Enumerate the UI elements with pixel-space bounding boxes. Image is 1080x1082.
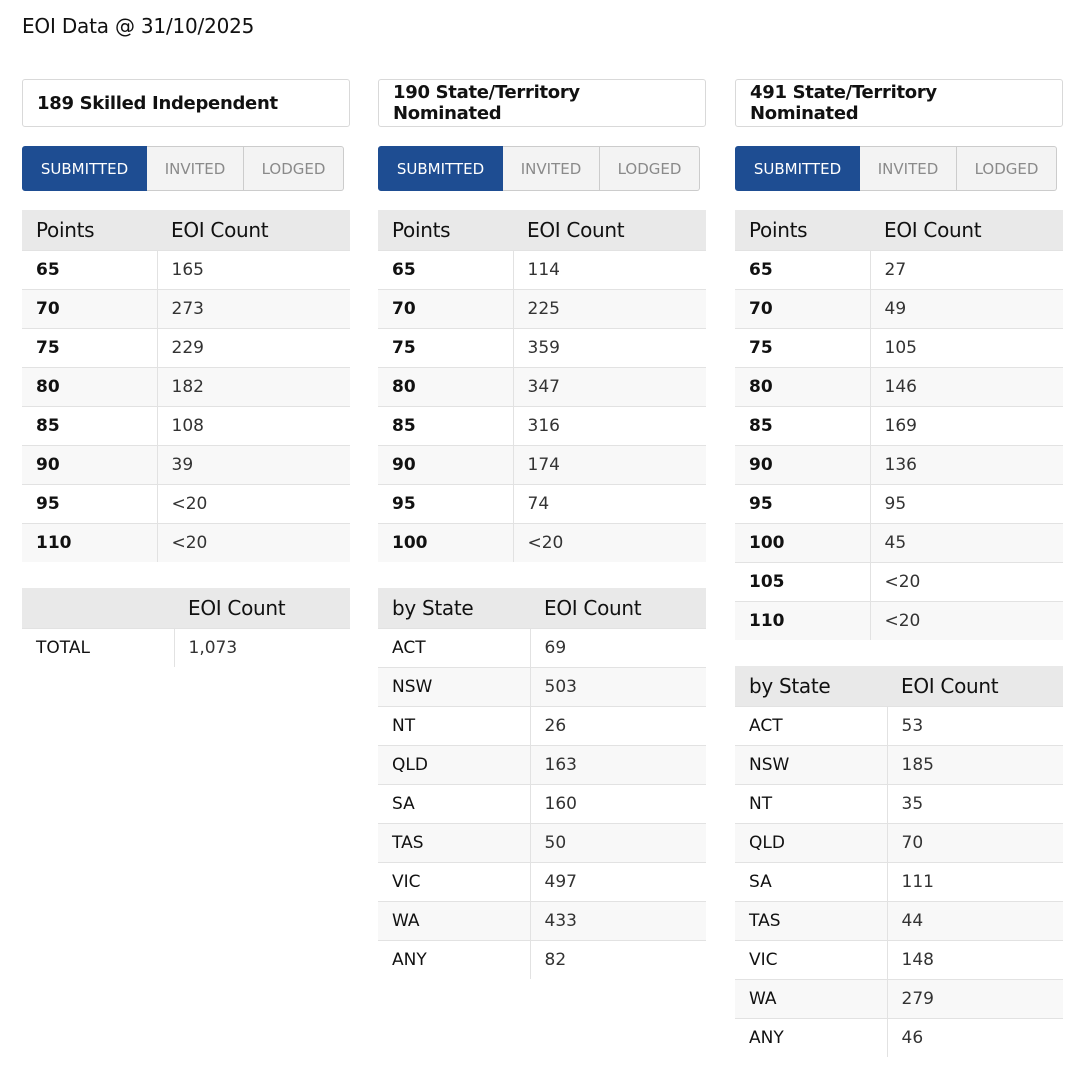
row-label: 65	[22, 250, 157, 289]
eoi-count-cell: 347	[513, 367, 706, 406]
eoi-count-cell: <20	[157, 484, 350, 523]
eoi-count-cell: <20	[513, 523, 706, 562]
eoi-count-cell: 35	[887, 784, 1063, 823]
table-row	[735, 445, 1063, 484]
table-row	[378, 706, 706, 745]
eoi-count-cell: 1,073	[174, 628, 350, 667]
column-header: by State	[378, 588, 530, 628]
eoi-count-cell: 225	[513, 289, 706, 328]
table-row	[735, 250, 1063, 289]
row-label: TOTAL	[22, 628, 174, 667]
row-label: NSW	[378, 667, 530, 706]
eoi-count-cell: 108	[157, 406, 350, 445]
row-label: 70	[735, 289, 870, 328]
visa-column	[378, 79, 706, 979]
visa-subclass-selector[interactable]: 491 State/Territory Nominated	[735, 79, 1063, 127]
table-row	[378, 667, 706, 706]
eoi-count-cell: 146	[870, 367, 1063, 406]
row-label: ACT	[735, 706, 887, 745]
table-row	[735, 901, 1063, 940]
row-label: TAS	[735, 901, 887, 940]
eoi-count-cell: 182	[157, 367, 350, 406]
row-label: SA	[378, 784, 530, 823]
row-label: QLD	[735, 823, 887, 862]
eoi-count-cell: 163	[530, 745, 706, 784]
table-row	[378, 823, 706, 862]
row-label: 85	[378, 406, 513, 445]
table-row	[378, 289, 706, 328]
row-label: 65	[378, 250, 513, 289]
points-table	[22, 210, 350, 562]
table-row	[735, 1018, 1063, 1057]
row-label: 70	[378, 289, 513, 328]
eoi-count-cell: 45	[870, 523, 1063, 562]
column-header: EOI Count	[870, 210, 1063, 250]
table-row	[378, 406, 706, 445]
table-row	[378, 862, 706, 901]
table-row	[22, 289, 350, 328]
row-label: 90	[735, 445, 870, 484]
eoi-count-cell: 49	[870, 289, 1063, 328]
table-row	[378, 367, 706, 406]
table-row	[378, 628, 706, 667]
table-row	[735, 862, 1063, 901]
table-row	[22, 484, 350, 523]
eoi-count-cell: 165	[157, 250, 350, 289]
eoi-count-cell: 279	[887, 979, 1063, 1018]
row-label: 85	[735, 406, 870, 445]
row-label: WA	[735, 979, 887, 1018]
row-label: 95	[22, 484, 157, 523]
visa-subclass-selector[interactable]: 189 Skilled Independent	[22, 79, 350, 127]
eoi-count-cell: 229	[157, 328, 350, 367]
table-row	[22, 367, 350, 406]
table-row	[735, 367, 1063, 406]
table-row	[735, 328, 1063, 367]
table-row	[378, 901, 706, 940]
table-row	[735, 562, 1063, 601]
row-label: QLD	[378, 745, 530, 784]
column-header: EOI Count	[887, 666, 1063, 706]
visa-column	[22, 79, 350, 667]
row-label: 105	[735, 562, 870, 601]
row-label: SA	[735, 862, 887, 901]
row-label: TAS	[378, 823, 530, 862]
eoi-count-cell: <20	[870, 601, 1063, 640]
eoi-count-cell: 503	[530, 667, 706, 706]
row-label: 75	[22, 328, 157, 367]
eoi-count-cell: 359	[513, 328, 706, 367]
table-row	[735, 601, 1063, 640]
row-label: 90	[378, 445, 513, 484]
eoi-count-cell: 185	[887, 745, 1063, 784]
tab-submitted[interactable]: SUBMITTED	[378, 146, 503, 191]
total-table	[22, 588, 350, 667]
row-label: ACT	[378, 628, 530, 667]
eoi-count-cell: 69	[530, 628, 706, 667]
row-label: 80	[735, 367, 870, 406]
eoi-count-cell: 39	[157, 445, 350, 484]
table-row	[735, 289, 1063, 328]
table-row	[735, 940, 1063, 979]
tab-submitted[interactable]: SUBMITTED	[22, 146, 147, 191]
eoi-count-cell: 82	[530, 940, 706, 979]
by-state-table	[735, 666, 1063, 1057]
table-row	[378, 328, 706, 367]
table-row	[378, 484, 706, 523]
tab-lodged[interactable]: LODGED	[600, 146, 700, 191]
row-label: 75	[735, 328, 870, 367]
row-label: 100	[735, 523, 870, 562]
row-label: ANY	[378, 940, 530, 979]
eoi-count-cell: 50	[530, 823, 706, 862]
status-tab-group	[735, 146, 1057, 191]
tab-invited[interactable]: INVITED	[860, 146, 957, 191]
table-row	[735, 706, 1063, 745]
eoi-count-cell: 114	[513, 250, 706, 289]
eoi-count-cell: 95	[870, 484, 1063, 523]
eoi-count-cell: 174	[513, 445, 706, 484]
column-header: Points	[735, 210, 870, 250]
row-label: 75	[378, 328, 513, 367]
tab-invited[interactable]: INVITED	[147, 146, 244, 191]
eoi-count-cell: 105	[870, 328, 1063, 367]
table-row	[22, 328, 350, 367]
tab-lodged[interactable]: LODGED	[957, 146, 1057, 191]
table-row	[735, 745, 1063, 784]
column-header: by State	[735, 666, 887, 706]
column-header: EOI Count	[157, 210, 350, 250]
eoi-count-cell: 273	[157, 289, 350, 328]
eoi-count-cell: <20	[157, 523, 350, 562]
row-label: 65	[735, 250, 870, 289]
row-label: 110	[735, 601, 870, 640]
column-header: EOI Count	[530, 588, 706, 628]
table-row	[378, 784, 706, 823]
eoi-count-cell: 169	[870, 406, 1063, 445]
row-label: 85	[22, 406, 157, 445]
eoi-count-cell: 74	[513, 484, 706, 523]
row-label: 110	[22, 523, 157, 562]
table-row	[735, 823, 1063, 862]
table-row	[735, 523, 1063, 562]
eoi-count-cell: 46	[887, 1018, 1063, 1057]
visa-subclass-selector[interactable]: 190 State/Territory Nominated	[378, 79, 706, 127]
points-table	[735, 210, 1063, 640]
eoi-count-cell: 316	[513, 406, 706, 445]
row-label: 100	[378, 523, 513, 562]
status-tab-group	[22, 146, 344, 191]
table-row	[378, 940, 706, 979]
eoi-count-cell: 70	[887, 823, 1063, 862]
status-tab-group	[378, 146, 700, 191]
tab-submitted[interactable]: SUBMITTED	[735, 146, 860, 191]
visa-column	[735, 79, 1063, 1057]
eoi-count-cell: 44	[887, 901, 1063, 940]
table-row	[735, 784, 1063, 823]
row-label: 95	[378, 484, 513, 523]
eoi-count-cell: 26	[530, 706, 706, 745]
row-label: NT	[735, 784, 887, 823]
column-header: EOI Count	[174, 588, 350, 628]
eoi-count-cell: 53	[887, 706, 1063, 745]
by-state-table	[378, 588, 706, 979]
row-label: NSW	[735, 745, 887, 784]
table-row	[22, 250, 350, 289]
row-label: 80	[22, 367, 157, 406]
column-header	[22, 588, 174, 628]
row-label: 70	[22, 289, 157, 328]
row-label: ANY	[735, 1018, 887, 1057]
row-label: 80	[378, 367, 513, 406]
column-header: EOI Count	[513, 210, 706, 250]
table-row	[22, 445, 350, 484]
eoi-count-cell: <20	[870, 562, 1063, 601]
eoi-count-cell: 27	[870, 250, 1063, 289]
table-row	[735, 406, 1063, 445]
row-label: WA	[378, 901, 530, 940]
table-row	[735, 979, 1063, 1018]
row-label: 90	[22, 445, 157, 484]
table-row	[378, 250, 706, 289]
row-label: NT	[378, 706, 530, 745]
tab-invited[interactable]: INVITED	[503, 146, 600, 191]
tab-lodged[interactable]: LODGED	[244, 146, 344, 191]
table-row	[735, 484, 1063, 523]
row-label: VIC	[378, 862, 530, 901]
column-header: Points	[22, 210, 157, 250]
page-title: EOI Data @ 31/10/2025	[22, 14, 255, 38]
points-table	[378, 210, 706, 562]
row-label: 95	[735, 484, 870, 523]
table-row	[22, 523, 350, 562]
table-row	[378, 745, 706, 784]
eoi-count-cell: 160	[530, 784, 706, 823]
table-row	[22, 406, 350, 445]
row-label: VIC	[735, 940, 887, 979]
table-row	[22, 628, 350, 667]
eoi-count-cell: 136	[870, 445, 1063, 484]
table-row	[378, 523, 706, 562]
table-row	[378, 445, 706, 484]
eoi-count-cell: 148	[887, 940, 1063, 979]
column-header: Points	[378, 210, 513, 250]
eoi-count-cell: 111	[887, 862, 1063, 901]
eoi-count-cell: 497	[530, 862, 706, 901]
eoi-count-cell: 433	[530, 901, 706, 940]
